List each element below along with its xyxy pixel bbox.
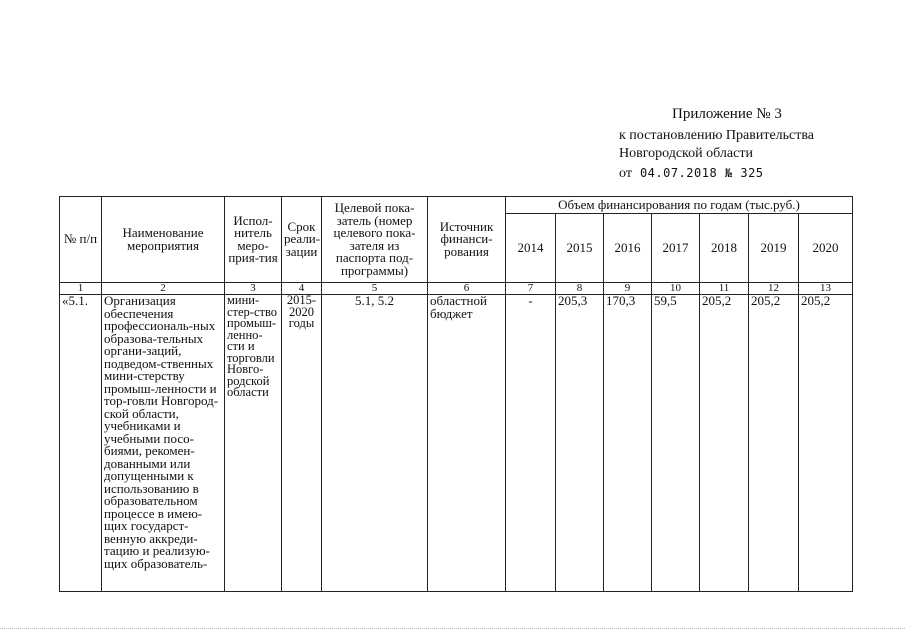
funding-source: областной бюджет — [428, 295, 506, 592]
col-header-indicator: Целевой пока-затель (номер целевого пока-зателя из паспорта под-программы) — [322, 197, 428, 283]
appendix-title: Приложение № 3 — [672, 106, 782, 122]
funding-value: 170,3 — [604, 295, 652, 592]
scan-edge-divider — [0, 628, 905, 630]
date-line — [619, 165, 764, 182]
funding-value: - — [506, 295, 556, 592]
activity-name: Организация обеспечения профессиональ-ных образова-тельных органи-заций, подведом-ственных мини-стерству промыш-ленности и тор-говли Новгород-ской области, учебниками и учебными посо-биями, рекомен-дованными или допущенными к использованию в образовательном процессе в имею-щих государст-венную аккреди-тацию и реализую-щих образователь- — [102, 295, 225, 592]
col-number: 9 — [604, 283, 652, 295]
from-word: от — [619, 166, 632, 181]
resolution-line: к постановлению Правительства — [619, 128, 815, 143]
col-number: 6 — [428, 283, 506, 295]
col-number: 10 — [652, 283, 700, 295]
col-number: 11 — [700, 283, 749, 295]
indicator: 5.1, 5.2 — [322, 295, 428, 592]
col-header-executor: Испол-нитель меро-прия-тия — [225, 197, 282, 283]
funding-table — [59, 196, 853, 592]
year-cell: 2019 — [749, 214, 799, 283]
funding-value: 205,3 — [556, 295, 604, 592]
year-cell: 2014 — [506, 214, 556, 283]
year-cell: 2018 — [700, 214, 749, 283]
region-line: Новгородской области — [619, 146, 753, 161]
col-number: 8 — [556, 283, 604, 295]
col-number: 7 — [506, 283, 556, 295]
funding-value: 205,2 — [749, 295, 799, 592]
col-number: 12 — [749, 283, 799, 295]
col-number: 13 — [799, 283, 853, 295]
year-cell: 2016 — [604, 214, 652, 283]
handwritten-date-number: 04.07.2018 № 325 — [639, 166, 764, 180]
row-number: «5.1. — [60, 295, 102, 592]
col-header-funding: Объем финансирования по годам (тыс.руб.) — [506, 197, 853, 214]
funding-value: 205,2 — [700, 295, 749, 592]
col-header-source: Источник финанси-рования — [428, 197, 506, 283]
col-number: 1 — [60, 283, 102, 295]
col-number: 4 — [282, 283, 322, 295]
funding-value: 59,5 — [652, 295, 700, 592]
table-row — [60, 295, 853, 592]
col-header-num: № п/п — [60, 197, 102, 283]
col-header-name: Наименование мероприятия — [102, 197, 225, 283]
executor: мини-стер-ство промыш-ленно-сти и торговли Новго-родской области — [225, 295, 282, 592]
term: 2015-2020 годы — [282, 295, 322, 592]
col-number: 5 — [322, 283, 428, 295]
col-header-term: Срок реали-зации — [282, 197, 322, 283]
header-row-1 — [60, 197, 853, 214]
col-number: 3 — [225, 283, 282, 295]
year-cell: 2017 — [652, 214, 700, 283]
col-number: 2 — [102, 283, 225, 295]
year-cell: 2015 — [556, 214, 604, 283]
year-cell: 2020 — [799, 214, 853, 283]
funding-value: 205,2 — [799, 295, 853, 592]
